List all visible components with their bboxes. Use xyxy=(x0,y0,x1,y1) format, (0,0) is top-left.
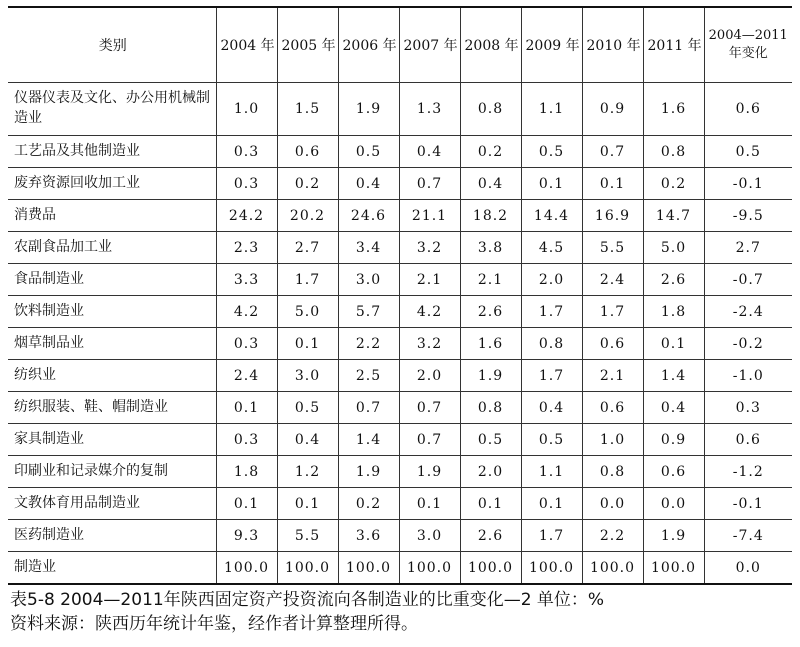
change-cell: 0.0 xyxy=(704,552,792,585)
value-cell: 2.4 xyxy=(582,264,643,296)
value-cell: 100.0 xyxy=(643,552,704,585)
value-cell: 0.1 xyxy=(582,168,643,200)
table-row xyxy=(8,392,792,424)
row-label: 纺织服装、鞋、帽制造业 xyxy=(8,392,216,424)
value-cell: 21.1 xyxy=(399,200,460,232)
change-cell: 0.5 xyxy=(704,136,792,168)
value-cell: 5.0 xyxy=(277,296,338,328)
change-cell: -7.4 xyxy=(704,520,792,552)
value-cell: 1.6 xyxy=(460,328,521,360)
value-cell: 0.6 xyxy=(582,392,643,424)
table-row xyxy=(8,232,792,264)
value-cell: 0.4 xyxy=(460,168,521,200)
value-cell: 2.1 xyxy=(460,264,521,296)
value-cell: 1.7 xyxy=(277,264,338,296)
value-cell: 0.1 xyxy=(521,168,582,200)
header-year: 2011 年 xyxy=(643,7,704,83)
row-label: 制造业 xyxy=(8,552,216,585)
value-cell: 100.0 xyxy=(277,552,338,585)
value-cell: 0.1 xyxy=(216,488,277,520)
table-row xyxy=(8,488,792,520)
row-label: 家具制造业 xyxy=(8,424,216,456)
value-cell: 0.5 xyxy=(277,392,338,424)
value-cell: 1.4 xyxy=(338,424,399,456)
value-cell: 1.1 xyxy=(521,83,582,136)
table-row xyxy=(8,456,792,488)
change-cell: -2.4 xyxy=(704,296,792,328)
value-cell: 0.1 xyxy=(460,488,521,520)
value-cell: 0.6 xyxy=(277,136,338,168)
value-cell: 9.3 xyxy=(216,520,277,552)
header-year: 2008 年 xyxy=(460,7,521,83)
header-year: 2010 年 xyxy=(582,7,643,83)
table-row xyxy=(8,200,792,232)
value-cell: 0.5 xyxy=(521,424,582,456)
row-label: 消费品 xyxy=(8,200,216,232)
value-cell: 5.5 xyxy=(582,232,643,264)
row-label: 工艺品及其他制造业 xyxy=(8,136,216,168)
row-label: 农副食品加工业 xyxy=(8,232,216,264)
row-label: 医药制造业 xyxy=(8,520,216,552)
value-cell: 0.7 xyxy=(582,136,643,168)
value-cell: 20.2 xyxy=(277,200,338,232)
value-cell: 3.2 xyxy=(399,328,460,360)
value-cell: 1.2 xyxy=(277,456,338,488)
value-cell: 4.5 xyxy=(521,232,582,264)
value-cell: 0.8 xyxy=(460,392,521,424)
value-cell: 1.9 xyxy=(338,456,399,488)
table-row xyxy=(8,552,792,585)
value-cell: 3.4 xyxy=(338,232,399,264)
value-cell: 3.0 xyxy=(338,264,399,296)
caption-source: 资料来源：陕西历年统计年鉴，经作者计算整理所得。 xyxy=(10,614,418,634)
change-cell: 0.6 xyxy=(704,424,792,456)
value-cell: 0.6 xyxy=(643,456,704,488)
value-cell: 0.2 xyxy=(460,136,521,168)
value-cell: 1.4 xyxy=(643,360,704,392)
value-cell: 0.7 xyxy=(399,392,460,424)
value-cell: 1.0 xyxy=(216,83,277,136)
value-cell: 0.8 xyxy=(521,328,582,360)
value-cell: 100.0 xyxy=(216,552,277,585)
table-row xyxy=(8,328,792,360)
value-cell: 0.3 xyxy=(216,424,277,456)
value-cell: 0.0 xyxy=(643,488,704,520)
value-cell: 2.3 xyxy=(216,232,277,264)
value-cell: 18.2 xyxy=(460,200,521,232)
value-cell: 0.8 xyxy=(460,83,521,136)
value-cell: 0.1 xyxy=(277,488,338,520)
value-cell: 0.5 xyxy=(338,136,399,168)
value-cell: 0.1 xyxy=(399,488,460,520)
value-cell: 1.6 xyxy=(643,83,704,136)
value-cell: 0.5 xyxy=(521,136,582,168)
row-label: 饮料制造业 xyxy=(8,296,216,328)
value-cell: 5.5 xyxy=(277,520,338,552)
value-cell: 3.3 xyxy=(216,264,277,296)
value-cell: 0.1 xyxy=(643,328,704,360)
change-cell: -9.5 xyxy=(704,200,792,232)
row-label: 印刷业和记录媒介的复制 xyxy=(8,456,216,488)
row-label: 文教体育用品制造业 xyxy=(8,488,216,520)
value-cell: 0.0 xyxy=(582,488,643,520)
row-label: 纺织业 xyxy=(8,360,216,392)
value-cell: 100.0 xyxy=(582,552,643,585)
value-cell: 2.0 xyxy=(399,360,460,392)
value-cell: 3.8 xyxy=(460,232,521,264)
value-cell: 3.0 xyxy=(277,360,338,392)
change-cell: 0.6 xyxy=(704,83,792,136)
value-cell: 1.9 xyxy=(399,456,460,488)
value-cell: 24.6 xyxy=(338,200,399,232)
value-cell: 0.3 xyxy=(216,168,277,200)
value-cell: 2.5 xyxy=(338,360,399,392)
table-row xyxy=(8,296,792,328)
value-cell: 0.5 xyxy=(460,424,521,456)
value-cell: 1.7 xyxy=(521,520,582,552)
value-cell: 0.1 xyxy=(277,328,338,360)
change-cell: 0.3 xyxy=(704,392,792,424)
value-cell: 2.6 xyxy=(460,296,521,328)
value-cell: 0.3 xyxy=(216,136,277,168)
value-cell: 100.0 xyxy=(521,552,582,585)
value-cell: 5.0 xyxy=(643,232,704,264)
value-cell: 0.4 xyxy=(521,392,582,424)
header-year: 2009 年 xyxy=(521,7,582,83)
value-cell: 2.2 xyxy=(338,328,399,360)
value-cell: 0.2 xyxy=(277,168,338,200)
header-year: 2004 年 xyxy=(216,7,277,83)
value-cell: 2.4 xyxy=(216,360,277,392)
value-cell: 0.4 xyxy=(399,136,460,168)
value-cell: 0.2 xyxy=(338,488,399,520)
change-cell: -0.7 xyxy=(704,264,792,296)
value-cell: 4.2 xyxy=(399,296,460,328)
value-cell: 0.8 xyxy=(643,136,704,168)
value-cell: 100.0 xyxy=(399,552,460,585)
table-row xyxy=(8,360,792,392)
value-cell: 1.9 xyxy=(338,83,399,136)
value-cell: 14.7 xyxy=(643,200,704,232)
value-cell: 14.4 xyxy=(521,200,582,232)
value-cell: 0.7 xyxy=(399,424,460,456)
value-cell: 3.0 xyxy=(399,520,460,552)
value-cell: 24.2 xyxy=(216,200,277,232)
value-cell: 0.7 xyxy=(399,168,460,200)
value-cell: 0.3 xyxy=(216,328,277,360)
value-cell: 0.1 xyxy=(521,488,582,520)
row-label: 仪器仪表及文化、办公用机械制造业 xyxy=(8,83,216,136)
value-cell: 1.9 xyxy=(460,360,521,392)
table-row xyxy=(8,168,792,200)
table-row xyxy=(8,83,792,136)
value-cell: 3.2 xyxy=(399,232,460,264)
value-cell: 5.7 xyxy=(338,296,399,328)
value-cell: 0.6 xyxy=(582,328,643,360)
change-cell: 2.7 xyxy=(704,232,792,264)
value-cell: 0.8 xyxy=(582,456,643,488)
row-label: 废弃资源回收加工业 xyxy=(8,168,216,200)
value-cell: 1.7 xyxy=(582,296,643,328)
change-cell: -0.1 xyxy=(704,488,792,520)
header-change: 2004—2011年变化 xyxy=(704,7,792,83)
value-cell: 2.6 xyxy=(460,520,521,552)
value-cell: 0.4 xyxy=(643,392,704,424)
header-year: 2007 年 xyxy=(399,7,460,83)
value-cell: 0.4 xyxy=(277,424,338,456)
investment-share-table xyxy=(8,6,792,585)
change-cell: -1.0 xyxy=(704,360,792,392)
value-cell: 0.4 xyxy=(338,168,399,200)
value-cell: 2.7 xyxy=(277,232,338,264)
header-category: 类别 xyxy=(8,7,216,83)
row-label: 食品制造业 xyxy=(8,264,216,296)
value-cell: 0.7 xyxy=(338,392,399,424)
value-cell: 2.0 xyxy=(460,456,521,488)
caption-title: 表5-8 2004—2011年陕西固定资产投资流向各制造业的比重变化—2 单位：% xyxy=(10,590,605,610)
value-cell: 1.7 xyxy=(521,360,582,392)
value-cell: 2.6 xyxy=(643,264,704,296)
value-cell: 4.2 xyxy=(216,296,277,328)
header-year: 2006 年 xyxy=(338,7,399,83)
value-cell: 0.2 xyxy=(643,168,704,200)
value-cell: 1.3 xyxy=(399,83,460,136)
value-cell: 1.0 xyxy=(582,424,643,456)
data-table-container xyxy=(8,6,792,585)
change-cell: -0.2 xyxy=(704,328,792,360)
value-cell: 0.1 xyxy=(216,392,277,424)
value-cell: 2.2 xyxy=(582,520,643,552)
value-cell: 1.8 xyxy=(216,456,277,488)
change-cell: -0.1 xyxy=(704,168,792,200)
table-caption xyxy=(10,588,790,636)
table-row xyxy=(8,520,792,552)
value-cell: 2.1 xyxy=(582,360,643,392)
change-cell: -1.2 xyxy=(704,456,792,488)
table-body xyxy=(8,83,792,585)
value-cell: 2.0 xyxy=(521,264,582,296)
value-cell: 100.0 xyxy=(338,552,399,585)
value-cell: 0.9 xyxy=(643,424,704,456)
value-cell: 0.9 xyxy=(582,83,643,136)
value-cell: 100.0 xyxy=(460,552,521,585)
value-cell: 1.5 xyxy=(277,83,338,136)
value-cell: 1.9 xyxy=(643,520,704,552)
table-row xyxy=(8,264,792,296)
header-year: 2005 年 xyxy=(277,7,338,83)
value-cell: 1.1 xyxy=(521,456,582,488)
value-cell: 1.8 xyxy=(643,296,704,328)
table-row xyxy=(8,136,792,168)
value-cell: 1.7 xyxy=(521,296,582,328)
value-cell: 3.6 xyxy=(338,520,399,552)
table-row xyxy=(8,424,792,456)
value-cell: 2.1 xyxy=(399,264,460,296)
row-label: 烟草制品业 xyxy=(8,328,216,360)
value-cell: 16.9 xyxy=(582,200,643,232)
header-row xyxy=(8,7,792,83)
